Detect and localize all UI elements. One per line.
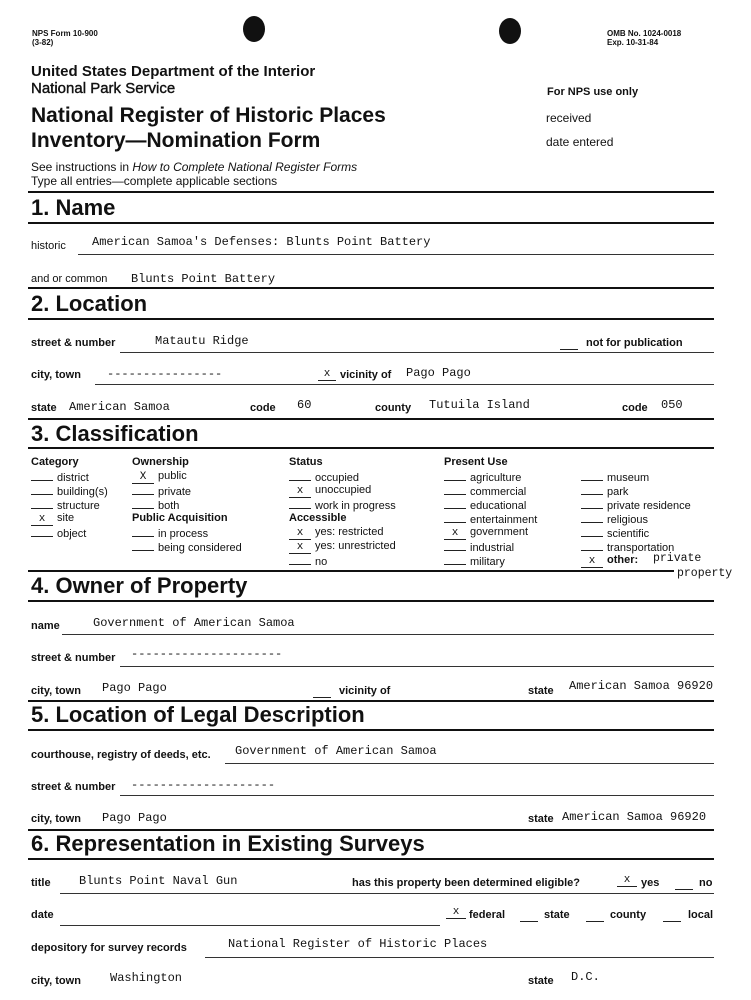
use-agriculture-mark[interactable] bbox=[444, 469, 466, 481]
use-option-private-residence[interactable] bbox=[581, 497, 691, 511]
use-transportation-label: transportation bbox=[607, 542, 675, 554]
owner-street-field[interactable]: --------------------- bbox=[131, 647, 283, 661]
accessible-restricted-label: yes: restricted bbox=[315, 526, 384, 538]
form-number: NPS Form 10-900 bbox=[32, 29, 98, 38]
depository-field[interactable]: National Register of Historic Places bbox=[228, 937, 488, 951]
courthouse-field[interactable]: Government of American Samoa bbox=[235, 744, 437, 758]
acquisition-option-in-process[interactable] bbox=[132, 525, 242, 539]
present-use-column-1 bbox=[444, 455, 537, 567]
service-name: National Park Service bbox=[31, 80, 176, 97]
use-military-label: military bbox=[470, 556, 505, 568]
use-other-mark[interactable]: x bbox=[581, 556, 603, 568]
ownership-public-mark[interactable]: X bbox=[132, 472, 154, 484]
omb-number: OMB No. 1024-0018 bbox=[607, 29, 682, 38]
rule-s5-bottom bbox=[28, 729, 714, 731]
use-scientific-label: scientific bbox=[607, 528, 650, 540]
ownership-column bbox=[132, 455, 242, 553]
owner-vicinity-label: vicinity of bbox=[339, 685, 391, 697]
rule-s4-bottom bbox=[28, 600, 714, 602]
county-field[interactable]: Tutuila Island bbox=[429, 398, 530, 412]
section6-title: 6. Representation in Existing Surveys bbox=[31, 831, 425, 856]
department-name: United States Department of the Interior bbox=[31, 63, 316, 80]
rule-s4-top bbox=[28, 570, 674, 572]
local-level-label: local bbox=[688, 909, 714, 921]
use-option-industrial[interactable] bbox=[444, 539, 537, 553]
rule-legal-street bbox=[120, 795, 714, 796]
acquisition-being-considered-label: being considered bbox=[158, 542, 242, 554]
ownership-private-label: private bbox=[158, 486, 192, 498]
state-code-field[interactable]: 60 bbox=[297, 398, 312, 412]
not-for-publication-label: not for publication bbox=[586, 337, 683, 349]
category-option-object[interactable] bbox=[31, 525, 108, 539]
accessible-no-mark[interactable] bbox=[289, 553, 311, 565]
status-heading: Status bbox=[289, 456, 323, 468]
rule-s1-top bbox=[28, 191, 714, 193]
use-park-mark[interactable] bbox=[581, 483, 603, 495]
category-object-mark[interactable] bbox=[31, 525, 53, 537]
status-occupied-label: occupied bbox=[315, 472, 360, 484]
use-transportation-mark[interactable] bbox=[581, 539, 603, 551]
use-option-military[interactable] bbox=[444, 553, 537, 567]
county-level-checkbox[interactable] bbox=[586, 909, 607, 927]
acquisition-in-process-label: in process bbox=[158, 528, 209, 540]
use-other-label: other: bbox=[607, 554, 639, 566]
local-level-checkbox[interactable] bbox=[663, 909, 684, 927]
use-park-label: park bbox=[607, 486, 629, 498]
use-entertainment-label: entertainment bbox=[470, 514, 538, 526]
rule-city bbox=[95, 384, 714, 385]
other-use-value-line1[interactable]: private bbox=[653, 552, 702, 565]
rule-courthouse bbox=[225, 763, 714, 764]
survey-date-label: date bbox=[31, 909, 54, 921]
category-buildings-mark[interactable] bbox=[31, 483, 53, 495]
federal-label: federal bbox=[469, 909, 506, 921]
category-option-buildings[interactable] bbox=[31, 483, 108, 497]
courthouse-label: courthouse, registry of deeds, etc. bbox=[31, 749, 211, 761]
use-commercial-mark[interactable] bbox=[444, 483, 466, 495]
state-field[interactable]: American Samoa bbox=[69, 400, 170, 414]
use-option-commercial[interactable] bbox=[444, 483, 537, 497]
accessible-option-unrestricted[interactable] bbox=[289, 539, 396, 553]
form-title-line2: Inventory—Nomination Form bbox=[31, 129, 321, 152]
acquisition-heading: Public Acquisition bbox=[132, 512, 228, 524]
eligible-no-label: no bbox=[699, 877, 713, 889]
owner-state-field[interactable]: American Samoa 96920 bbox=[569, 679, 714, 693]
state-level-checkbox[interactable] bbox=[520, 909, 541, 927]
survey-state-field[interactable]: D.C. bbox=[571, 970, 600, 984]
accessible-no-label: no bbox=[315, 556, 328, 568]
county-code-label: code bbox=[622, 402, 648, 414]
eligible-question: has this property been determined eligible? bbox=[352, 877, 580, 889]
status-unoccupied-label: unoccupied bbox=[315, 484, 372, 496]
status-work-in-progress-label: work in progress bbox=[315, 500, 396, 512]
use-museum-label: museum bbox=[607, 472, 650, 484]
acquisition-option-being-considered[interactable] bbox=[132, 539, 242, 553]
category-heading: Category bbox=[31, 456, 79, 468]
use-educational-mark[interactable] bbox=[444, 497, 466, 509]
form-date: (3-82) bbox=[32, 38, 54, 47]
rule-s2-bottom bbox=[28, 318, 714, 320]
ownership-heading: Ownership bbox=[132, 456, 189, 468]
use-religious-label: religious bbox=[607, 514, 648, 526]
instructions-prefix: See instructions in bbox=[31, 160, 133, 174]
common-name-field[interactable]: Blunts Point Battery bbox=[131, 272, 276, 286]
vicinity-checkbox[interactable]: x bbox=[318, 368, 336, 381]
acquisition-being-considered-mark[interactable] bbox=[132, 539, 154, 551]
category-site-mark[interactable]: x bbox=[31, 514, 53, 526]
state-label: state bbox=[31, 402, 57, 414]
punch-hole-left bbox=[243, 16, 265, 42]
use-option-educational[interactable] bbox=[444, 497, 537, 511]
ownership-option-both[interactable] bbox=[132, 497, 242, 511]
category-option-district[interactable] bbox=[31, 469, 108, 483]
owner-name-label: name bbox=[31, 620, 60, 632]
category-site-label: site bbox=[57, 512, 75, 524]
federal-checkbox[interactable]: x bbox=[446, 906, 466, 919]
use-option-museum[interactable] bbox=[581, 469, 691, 483]
use-government-mark[interactable]: x bbox=[444, 528, 466, 540]
legal-city-label: city, town bbox=[31, 813, 81, 825]
category-option-structure[interactable] bbox=[31, 497, 108, 511]
vicinity-field[interactable]: Pago Pago bbox=[406, 366, 471, 380]
city-town-label: city, town bbox=[31, 369, 81, 381]
use-entertainment-mark[interactable] bbox=[444, 511, 466, 523]
use-industrial-mark[interactable] bbox=[444, 539, 466, 551]
depository-label: depository for survey records bbox=[31, 942, 187, 954]
county-label: county bbox=[375, 402, 412, 414]
use-option-park[interactable] bbox=[581, 483, 691, 497]
eligible-yes-checkbox[interactable]: x bbox=[617, 874, 637, 887]
section3-title: 3. Classification bbox=[31, 421, 199, 446]
owner-name-field[interactable]: Government of American Samoa bbox=[93, 616, 295, 630]
use-option-scientific[interactable] bbox=[581, 525, 691, 539]
category-structure-label: structure bbox=[57, 500, 100, 512]
legal-street-field[interactable]: -------------------- bbox=[131, 778, 276, 792]
state-code-label: code bbox=[250, 402, 276, 414]
category-buildings-label: building(s) bbox=[57, 486, 108, 498]
ownership-both-label: both bbox=[158, 500, 180, 512]
county-code-field[interactable]: 050 bbox=[661, 398, 683, 412]
use-educational-label: educational bbox=[470, 500, 527, 512]
ownership-private-mark[interactable] bbox=[132, 483, 154, 495]
eligible-yes-label: yes bbox=[641, 877, 660, 889]
use-commercial-label: commercial bbox=[470, 486, 527, 498]
rule-owner-name bbox=[62, 634, 714, 635]
state-level-label: state bbox=[544, 909, 570, 921]
use-option-religious[interactable] bbox=[581, 511, 691, 525]
section2-title: 2. Location bbox=[31, 291, 148, 316]
survey-title-label: title bbox=[31, 877, 51, 889]
ownership-both-mark[interactable] bbox=[132, 497, 154, 509]
status-unoccupied-mark[interactable]: x bbox=[289, 486, 311, 498]
owner-city-field[interactable]: Pago Pago bbox=[102, 681, 167, 695]
accessible-heading: Accessible bbox=[289, 512, 347, 524]
rule-survey-date bbox=[60, 925, 440, 926]
status-option-unoccupied[interactable] bbox=[289, 483, 396, 497]
survey-state-label: state bbox=[528, 975, 554, 987]
rule-owner-street bbox=[120, 666, 714, 667]
expiration-date: Exp. 10-31-84 bbox=[607, 38, 659, 47]
ownership-option-private[interactable] bbox=[132, 483, 242, 497]
status-column bbox=[289, 455, 396, 567]
received-label: received bbox=[546, 111, 592, 125]
punch-hole-right bbox=[499, 18, 521, 44]
present-use-heading: Present Use bbox=[444, 456, 508, 468]
rule-s3-top bbox=[28, 418, 714, 420]
form-title-line1: National Register of Historic Places bbox=[31, 104, 386, 127]
nps-use-only: For NPS use only bbox=[547, 86, 639, 98]
legal-city-field[interactable]: Pago Pago bbox=[102, 811, 167, 825]
section4-title: 4. Owner of Property bbox=[31, 573, 248, 598]
owner-state-label: state bbox=[528, 685, 554, 697]
category-option-site[interactable] bbox=[31, 511, 108, 525]
accessible-unrestricted-label: yes: unrestricted bbox=[315, 540, 396, 552]
rule-depository bbox=[205, 957, 714, 958]
rule-s3-bottom bbox=[28, 447, 714, 449]
use-option-agriculture[interactable] bbox=[444, 469, 537, 483]
section5-title: 5. Location of Legal Description bbox=[31, 702, 365, 727]
rule-historic bbox=[78, 254, 714, 255]
street-number-label: street & number bbox=[31, 337, 116, 349]
common-name-label: and or common bbox=[31, 273, 108, 285]
rule-s2-top bbox=[28, 287, 714, 289]
use-industrial-label: industrial bbox=[470, 542, 515, 554]
use-religious-mark[interactable] bbox=[581, 511, 603, 523]
survey-title-field[interactable]: Blunts Point Naval Gun bbox=[79, 874, 238, 888]
use-option-government[interactable] bbox=[444, 525, 537, 539]
use-agriculture-label: agriculture bbox=[470, 472, 522, 484]
street-number-field[interactable]: Matautu Ridge bbox=[155, 334, 249, 348]
accessible-unrestricted-mark[interactable]: x bbox=[289, 542, 311, 554]
section1-title: 1. Name bbox=[31, 195, 116, 220]
acquisition-in-process-mark[interactable] bbox=[132, 525, 154, 537]
use-museum-mark[interactable] bbox=[581, 469, 603, 481]
owner-street-label: street & number bbox=[31, 652, 116, 664]
rule-s1-bottom bbox=[28, 222, 714, 224]
survey-city-field[interactable]: Washington bbox=[110, 971, 183, 985]
use-private-residence-mark[interactable] bbox=[581, 497, 603, 509]
city-town-field[interactable]: ---------------- bbox=[107, 367, 223, 381]
category-district-label: district bbox=[57, 472, 89, 484]
instructions-line2: Type all entries—complete applicable sections bbox=[31, 174, 278, 188]
ownership-option-public[interactable] bbox=[132, 469, 242, 483]
legal-state-label: state bbox=[528, 813, 554, 825]
use-private-residence-label: private residence bbox=[607, 500, 691, 512]
status-occupied-mark[interactable] bbox=[289, 469, 311, 481]
status-option-occupied[interactable] bbox=[289, 469, 396, 483]
accessible-restricted-mark[interactable]: x bbox=[289, 528, 311, 540]
survey-city-label: city, town bbox=[31, 975, 81, 987]
use-military-mark[interactable] bbox=[444, 553, 466, 565]
use-option-entertainment[interactable] bbox=[444, 511, 537, 525]
legal-state-field[interactable]: American Samoa 96920 bbox=[562, 810, 707, 824]
legal-street-label: street & number bbox=[31, 781, 116, 793]
use-government-label: government bbox=[470, 526, 529, 538]
category-district-mark[interactable] bbox=[31, 469, 53, 481]
rule-survey-title bbox=[60, 893, 714, 894]
category-structure-mark[interactable] bbox=[31, 497, 53, 509]
instructions-line1 bbox=[31, 160, 357, 174]
historic-name-field[interactable]: American Samoa's Defenses: Blunts Point Battery bbox=[92, 235, 431, 249]
use-option-transportation[interactable] bbox=[581, 539, 691, 553]
rule-street bbox=[120, 352, 714, 353]
owner-city-label: city, town bbox=[31, 685, 81, 697]
use-scientific-mark[interactable] bbox=[581, 525, 603, 537]
category-object-label: object bbox=[57, 528, 87, 540]
status-option-work-in-progress[interactable] bbox=[289, 497, 396, 511]
historic-label: historic bbox=[31, 240, 66, 252]
rule-s6-bottom bbox=[28, 858, 714, 860]
date-entered-label: date entered bbox=[546, 135, 614, 149]
accessible-option-no[interactable] bbox=[289, 553, 396, 567]
instructions-italic: How to Complete National Register Forms bbox=[132, 160, 358, 174]
ownership-public-label: public bbox=[158, 470, 187, 482]
other-use-value-line2[interactable]: property bbox=[677, 567, 733, 580]
status-work-in-progress-mark[interactable] bbox=[289, 497, 311, 509]
vicinity-label: vicinity of bbox=[340, 369, 392, 381]
county-level-label: county bbox=[610, 909, 647, 921]
category-column bbox=[31, 455, 108, 539]
accessible-option-restricted[interactable] bbox=[289, 525, 396, 539]
